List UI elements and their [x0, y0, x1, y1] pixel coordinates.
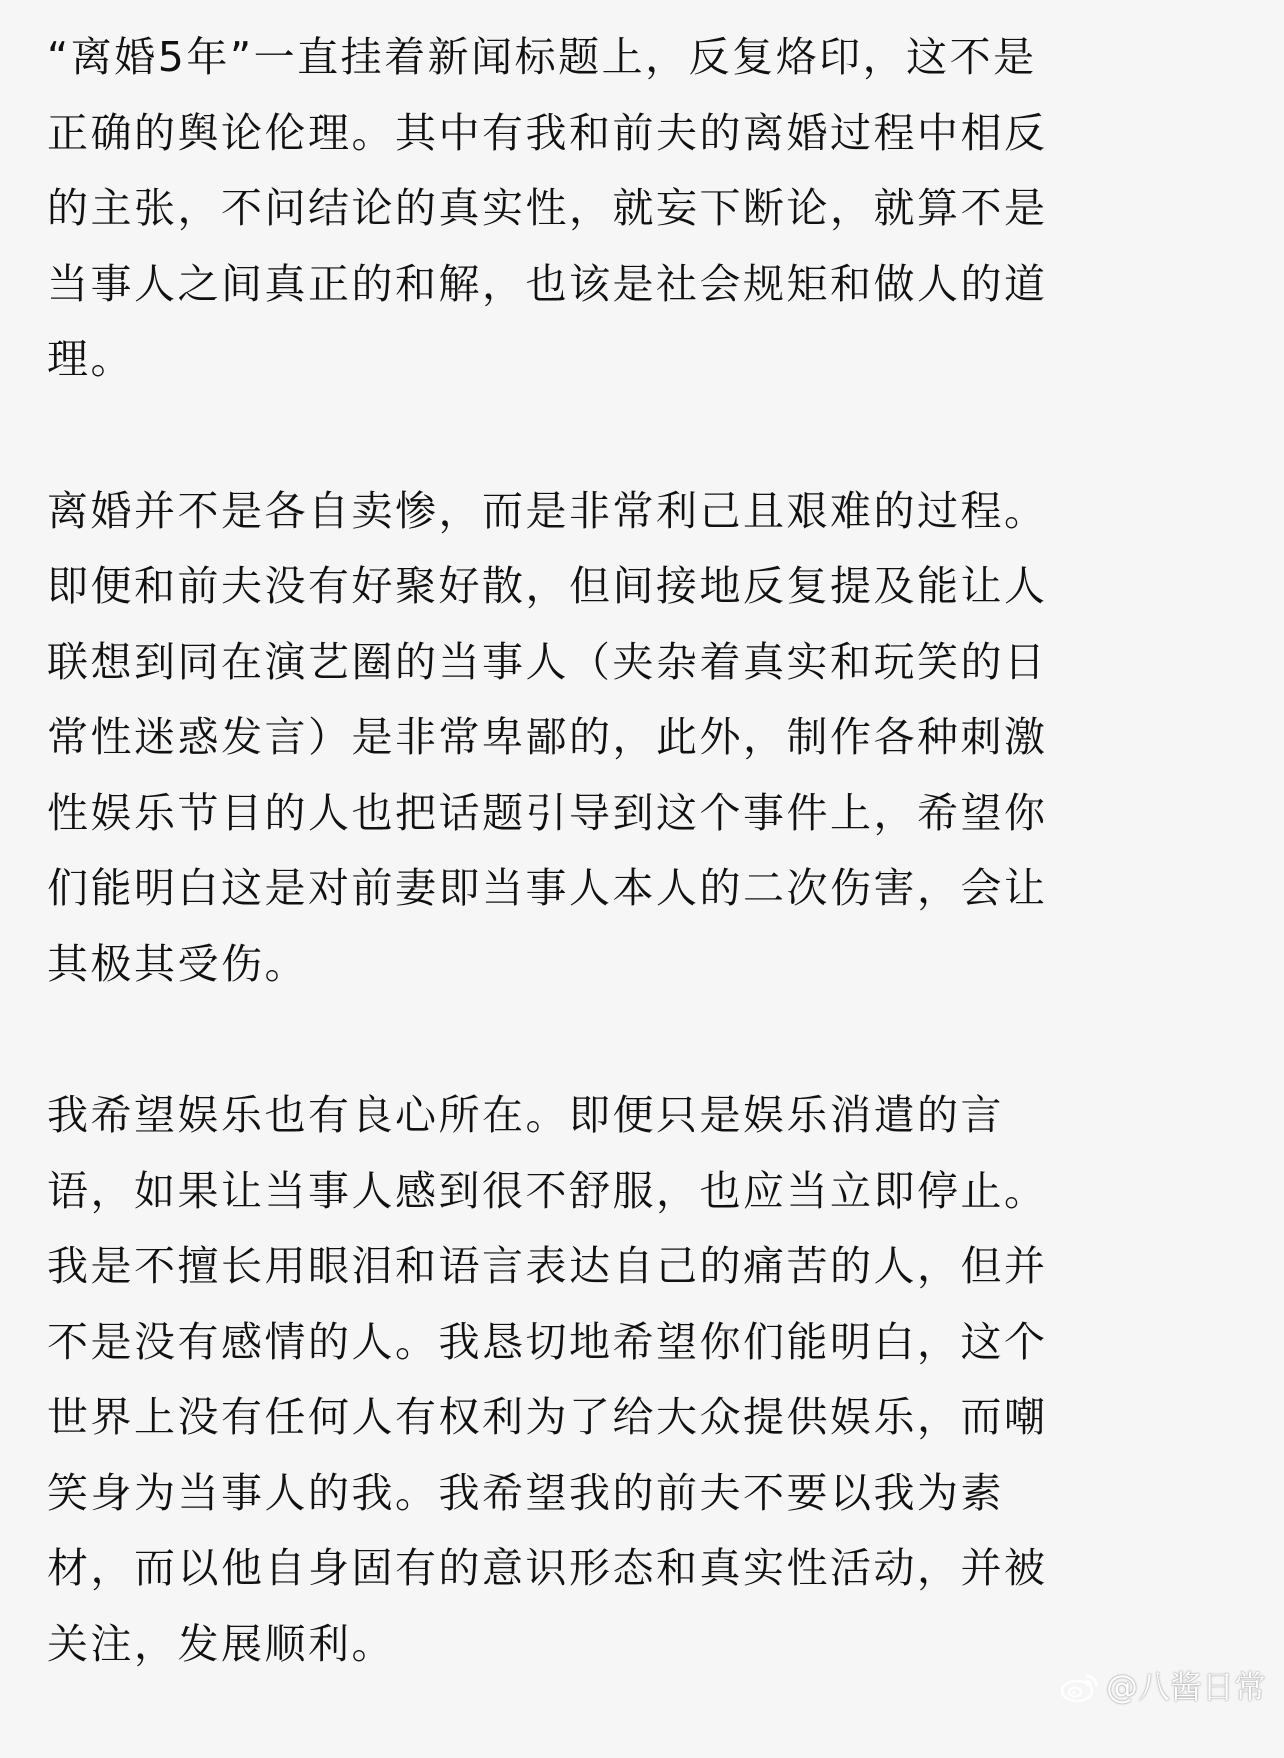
paragraph-1 [47, 20, 1247, 398]
text-line: 世界上没有任何人有权利为了给大众提供娱乐，而嘲 [47, 1393, 1048, 1441]
text-line: 材，而以他自身固有的意识形态和真实性活动，并被 [47, 1544, 1048, 1592]
text-line: 常性迷惑发言）是非常卑鄙的，此外，制作各种刺激 [47, 713, 1048, 761]
text-line: 们能明白这是对前妻即当事人本人的二次伤害，会让 [47, 864, 1048, 912]
text-line: 语，如果让当事人感到很不舒服，也应当立即停止。 [47, 1166, 1048, 1215]
text-line: 即便和前夫没有好聚好散，但间接地反复提及能让人 [47, 562, 1048, 610]
text-line: “离婚5年”一直挂着新闻标题上，反复烙印，这不是 [47, 33, 1037, 81]
text-line: 不是没有感情的人。我恳切地希望你们能明白，这个 [47, 1317, 1048, 1366]
text-line: 性娱乐节目的人也把话题引导到这个事件上，希望你 [47, 788, 1048, 837]
text-line: 离婚并不是各自卖惨，而是非常利己且艰难的过程。 [47, 486, 1048, 535]
text-line: 笑身为当事人的我。我希望我的前夫不要以我为素 [47, 1468, 1004, 1517]
weibo-watermark [1060, 1667, 1266, 1707]
text-line: 我希望娱乐也有良心所在。即便只是娱乐消遣的言 [47, 1091, 1004, 1139]
text-line: 正确的舆论伦理。其中有我和前夫的离婚过程中相反 [47, 108, 1048, 157]
text-line: 其极其受伤。 [47, 939, 308, 988]
text-line: 的主张，不问结论的真实性，就妄下断论，就算不是 [47, 184, 1048, 232]
text-line: 理。 [47, 335, 134, 383]
text-line: 联想到同在演艺圈的当事人（夹杂着真实和玩笑的日 [47, 637, 1048, 686]
weibo-icon [1060, 1670, 1100, 1704]
text-line: 我是不擅长用眼泪和语言表达自己的痛苦的人，但并 [47, 1242, 1048, 1290]
paragraph-3 [47, 1078, 1247, 1682]
article-body [47, 20, 1247, 1758]
paragraph-2 [47, 474, 1247, 1003]
watermark-text: @八酱日常 [1105, 1668, 1266, 1706]
text-line: 当事人之间真正的和解，也该是社会规矩和做人的道 [47, 259, 1048, 308]
text-line: 关注，发展顺利。 [47, 1619, 395, 1668]
